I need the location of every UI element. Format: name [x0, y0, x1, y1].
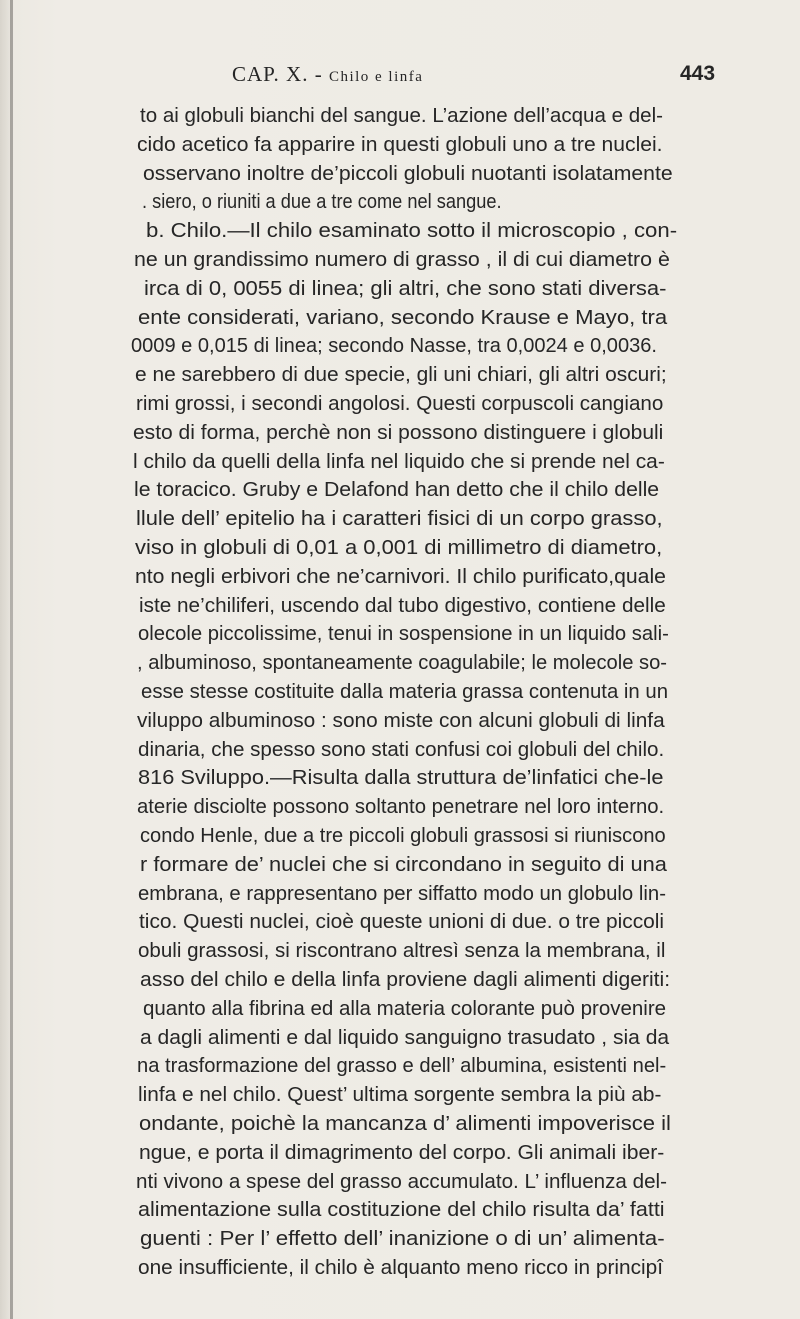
- text-line: le toracico. Gruby e Delafond han detto che il chilo delle: [134, 478, 660, 502]
- text-line: olecole piccolissime, tenui in sospensione in un liquido sali-: [138, 622, 669, 646]
- running-head: [232, 62, 423, 87]
- text-line: l chilo da quelli della linfa nel liquido che si prende nel ca-: [133, 449, 665, 473]
- text-line: dinaria, che spesso sono stati confusi coi globuli del chilo.: [138, 737, 665, 761]
- text-line: irca di 0, 0055 di linea; gli altri, che sono stati diversa-: [144, 276, 667, 300]
- text-line: osservano inoltre de’piccoli globuli nuotanti isolatamente: [143, 161, 673, 185]
- text-line: ne un grandissimo numero di grasso , il di cui diametro è: [134, 248, 670, 271]
- text-line: iste ne’chiliferi, uscendo dal tubo digestivo, contiene delle: [139, 593, 666, 617]
- text-line: guenti : Per l’ effetto dell’ inanizione o di un’ alimenta-: [140, 1227, 665, 1251]
- text-line: tico. Questi nuclei, cioè queste unioni di due. o tre piccoli: [139, 910, 665, 934]
- text-line: alimentazione sulla costituzione del chilo risulta da’ fatti: [138, 1198, 665, 1222]
- text-line: a dagli alimenti e dal liquido sanguigno trasudato , sia da: [140, 1025, 670, 1049]
- text-line: na trasformazione del grasso e dell’ albumina, esistenti nel-: [137, 1054, 667, 1078]
- text-line: e ne sarebbero di due specie, gli uni chiari, gli altri oscuri;: [135, 363, 667, 387]
- page-header: [0, 62, 800, 94]
- text-line: ente considerati, variano, secondo Krause e Mayo, tra: [138, 305, 668, 329]
- text-line: embrana, e rappresentano per siffatto modo un globulo lin-: [138, 881, 666, 905]
- text-line: linfa e nel chilo. Quest’ ultima sorgente sembra la più ab-: [138, 1083, 662, 1107]
- text-line: , albuminoso, spontaneamente coagulabile; le molecole so-: [137, 651, 668, 675]
- page-number: 443: [680, 62, 716, 85]
- text-line: . siero, o riuniti a due a tre come nel sangue.: [142, 190, 502, 214]
- text-line: viso in globuli di 0,01 a 0,001 di millimetro di diametro,: [135, 536, 663, 559]
- text-line: aterie disciolte possono soltanto penetrare nel loro interno.: [137, 795, 665, 819]
- text-line: esto di forma, perchè non si possono distinguere i globuli: [133, 420, 664, 444]
- text-line: quanto alla fibrina ed alla materia colorante può provenire: [143, 996, 667, 1020]
- text-line: b. Chilo.—Il chilo esaminato sotto il microscopio , con-: [146, 219, 678, 243]
- running-head-title: Chilo e linfa: [328, 69, 424, 85]
- text-line: obuli grassosi, si riscontrano altresì senza la membrana, il: [138, 939, 666, 963]
- text-line: 816 Sviluppo.—Risulta dalla struttura de’linfatici che-le: [138, 766, 664, 790]
- text-line: asso del chilo e della linfa proviene dagli alimenti digeriti:: [140, 968, 671, 991]
- text-line: rimi grossi, i secondi angolosi. Questi corpuscoli cangiano: [136, 392, 664, 415]
- text-line: esse stesse costituite dalla materia grassa contenuta in un: [141, 680, 669, 703]
- text-line: viluppo albuminoso : sono miste con alcuni globuli di linfa: [137, 708, 665, 732]
- running-head-chapter: CAP. X. -: [232, 62, 329, 86]
- text-line: one insufficiente, il chilo è alquanto meno ricco in principî: [138, 1256, 663, 1279]
- text-line: condo Henle, due a tre piccoli globuli grassosi si riuniscono: [140, 824, 666, 847]
- text-line: nti vivono a spese del grasso accumulato. L’ influenza del-: [136, 1169, 668, 1193]
- page-gutter-shadow: [10, 0, 13, 1319]
- text-line: ngue, e porta il dimagrimento del corpo. Gli animali iber-: [139, 1140, 665, 1164]
- text-line: ondante, poichè la mancanza d’ alimenti impoverisce il: [139, 1112, 671, 1135]
- text-line: cido acetico fa apparire in questi globuli uno a tre nuclei.: [137, 132, 663, 156]
- text-line: to ai globuli bianchi del sangue. L’azione dell’acqua e del-: [140, 104, 663, 127]
- text-line: r formare de’ nuclei che si circondano in seguito di una: [140, 852, 667, 876]
- text-line: llule dell’ epitelio ha i caratteri fisici di un corpo grasso,: [136, 507, 663, 531]
- text-line: 0009 e 0,015 di linea; secondo Nasse, tra 0,0024 e 0,0036.: [131, 334, 657, 358]
- text-line: nto negli erbivori che ne’carnivori. Il chilo purificato,quale: [135, 564, 666, 588]
